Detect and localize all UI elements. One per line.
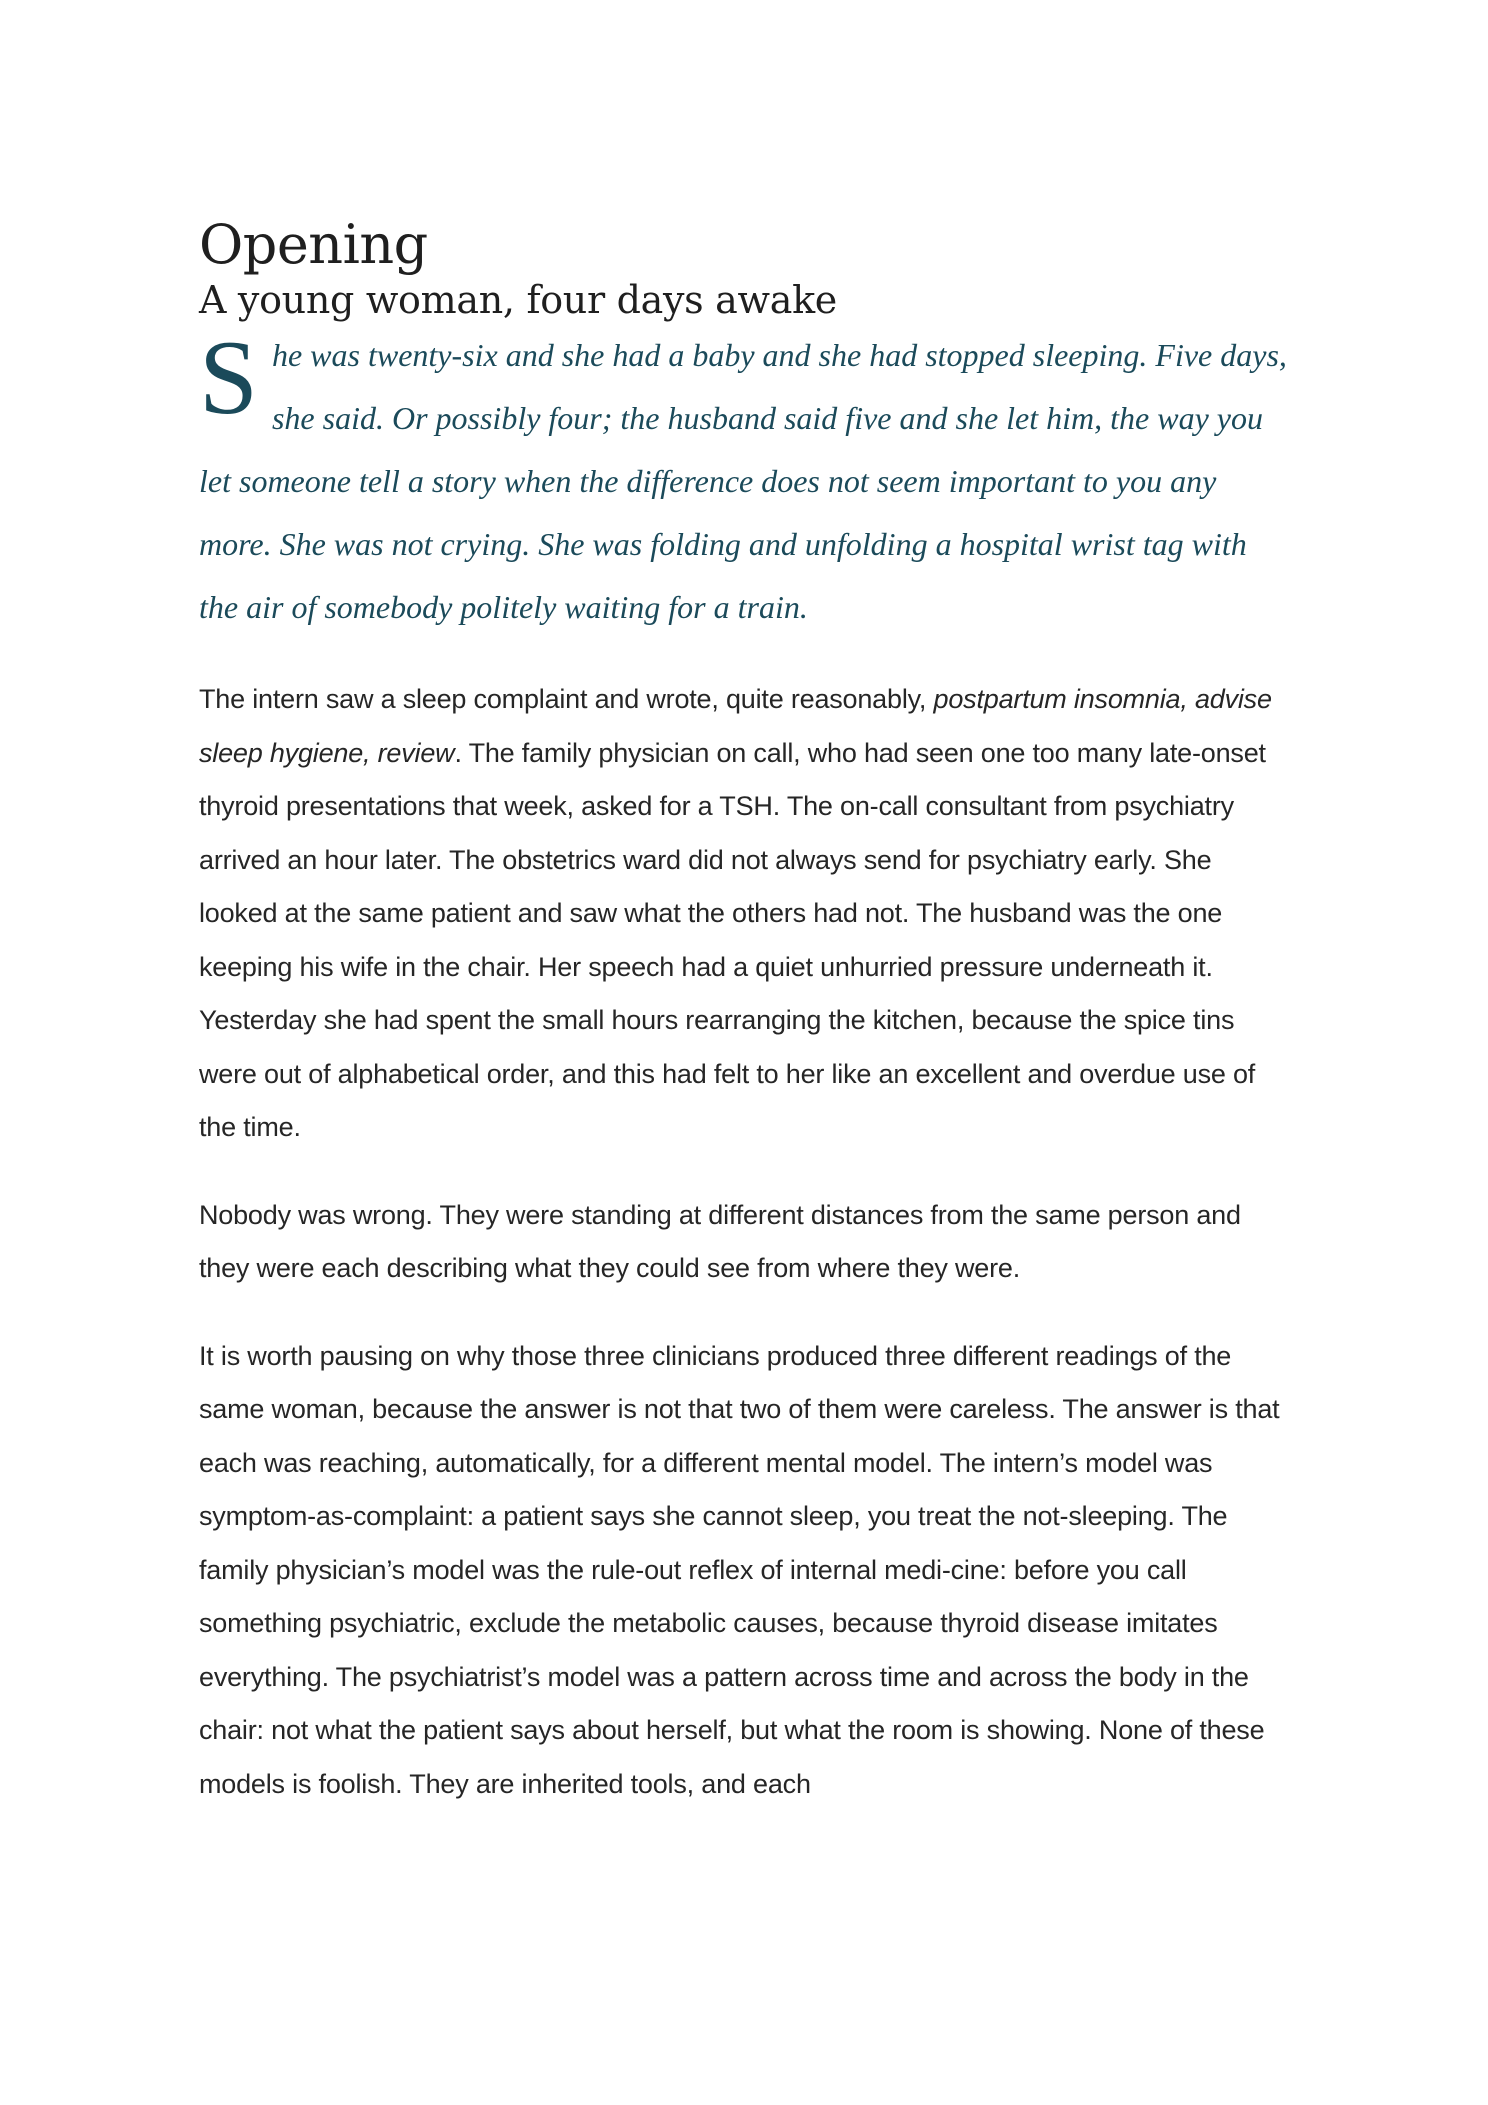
paragraph-rest: . The family physician on call, who had seen one too many late-onset thyroid presentations that week, asked for a TSH. The on-call consultant from psychiatry arrived an hour later. The obstetrics ward did not always send for psychiatry early. She looked at the same patient and saw what the others had not. The husband was the one keeping his wife in the chair. Her speech had a quiet unhurried pressure underneath it. Yesterday she had spent the small hours rearranging the kitchen, because the spice tins were out of alphabetical order, and this had felt to her like an excellent and overdue use of the time. [199,737,1266,1142]
paragraph-emphasis: postpartum insomnia, advise sleep hygiene, review [199,684,1272,768]
epigraph-text: he was twenty-six and she had a baby and she had stopped sleeping. Five days, she said. Or possibly four; the husband said five and she let him, the way you let someone tell a story when the difference does not seem important to you any more. She was not crying. She was folding and unfolding a hospital wrist tag with the air of somebody politely waiting for a train. [199,337,1287,625]
chapter-subtitle: A young woman, four days awake [199,278,837,322]
page-content [199,214,1291,1845]
drop-cap: S [199,319,258,436]
body-paragraph-2: Nobody was wrong. They were standing at different distances from the same person and they were each describing what they could see from where they were. [199,1199,1241,1283]
paragraph-lead: The intern saw a sleep complaint and wrote, quite reasonably, [199,684,934,714]
body-paragraph-1 [199,673,1291,1155]
chapter-title: Opening [199,213,428,276]
body-paragraph-3: It is worth pausing on why those three clinicians produced three different readings of the same woman, because the answer is not that two of them were careless. The answer is that each was reaching, automatically, for a different mental model. The intern’s model was symptom-as-complaint: a patient says she cannot sleep, you treat the not-sleeping. The family physician’s model was the rule-out reflex of internal medi-cine: before you call something psychiatric, exclude the metabolic causes, because thyroid disease imitates everything. The psychiatrist’s model was a pattern across time and across the body in the chair: not what the patient says about herself, but what the room is showing. None of these models is foolish. They are inherited tools, and each [199,1340,1280,1799]
epigraph-paragraph [199,319,1291,639]
